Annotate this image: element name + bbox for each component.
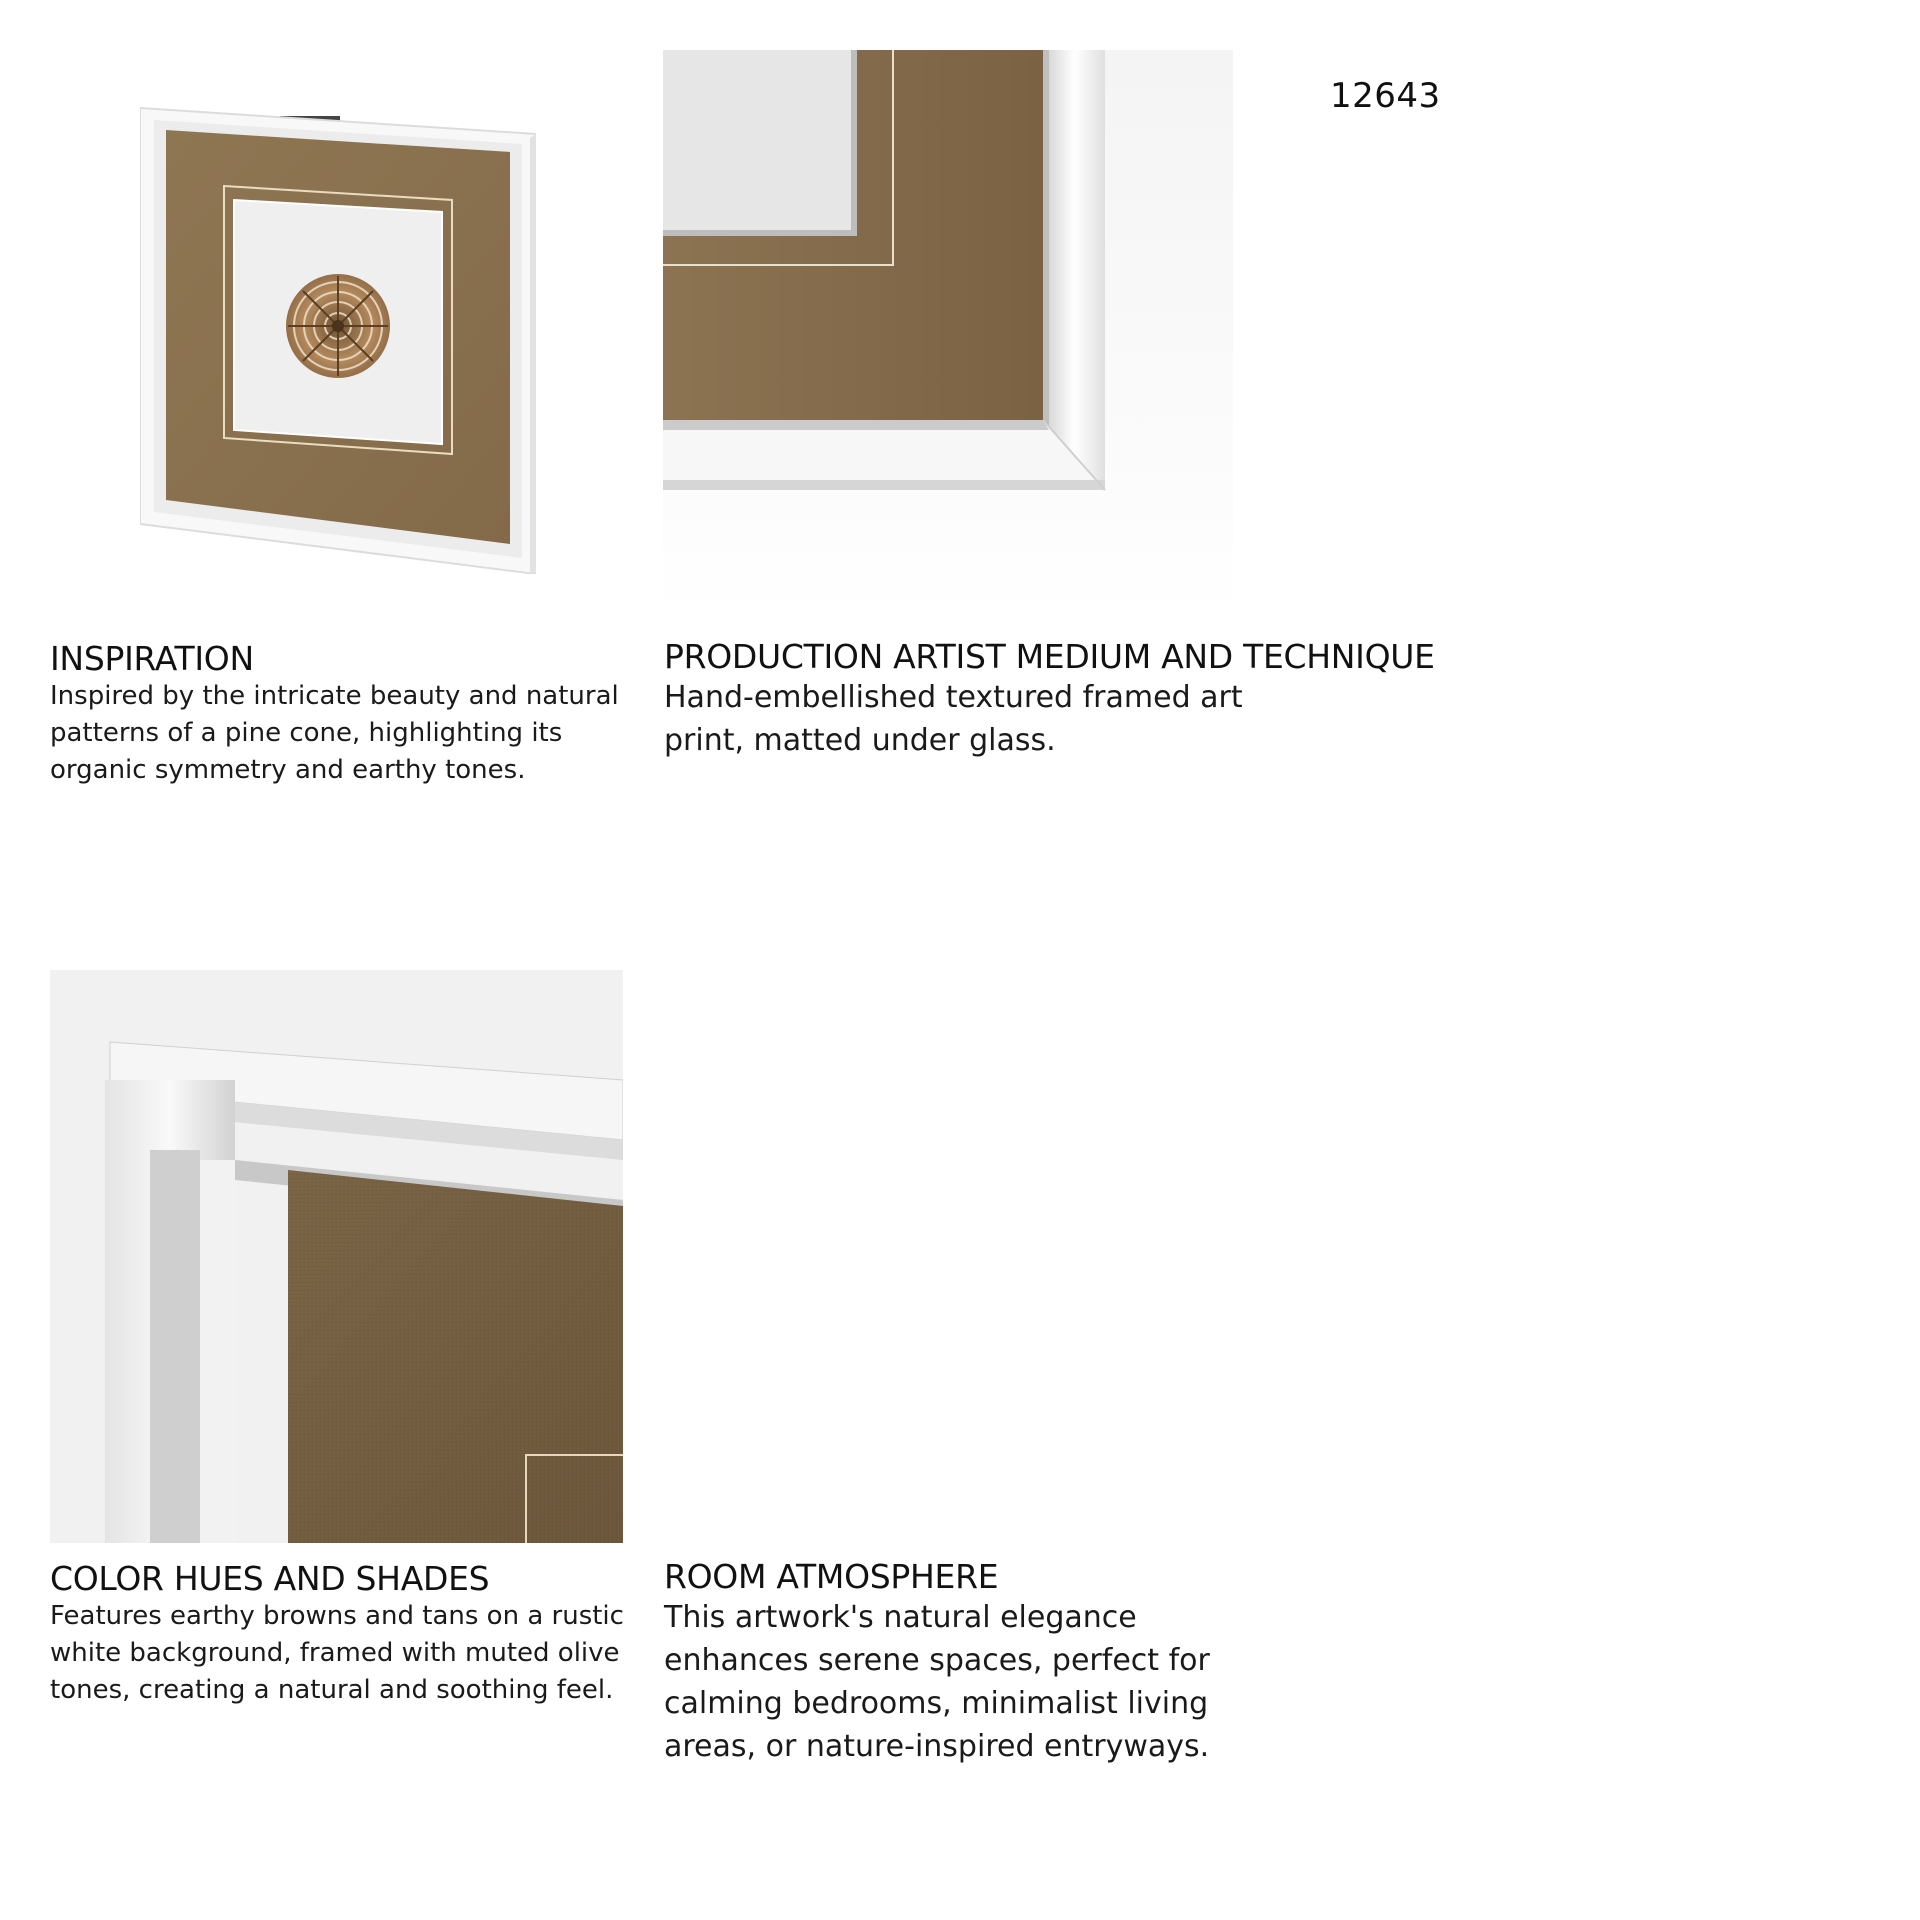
room-text xyxy=(664,1596,1210,1768)
color-text xyxy=(50,1598,624,1709)
inspiration-text xyxy=(50,678,619,789)
color-text-line: white background, framed with muted olive xyxy=(50,1638,620,1668)
frame-profile-photo xyxy=(50,970,623,1543)
room-text-line: areas, or nature-inspired entryways. xyxy=(664,1729,1210,1764)
production-heading: PRODUCTION ARTIST MEDIUM AND TECHNIQUE xyxy=(664,637,1435,676)
room-text-line: enhances serene spaces, perfect for xyxy=(664,1643,1210,1678)
room-text-line: calming bedrooms, minimalist living xyxy=(664,1686,1209,1721)
inspiration-heading: INSPIRATION xyxy=(50,639,254,678)
room-heading: ROOM ATMOSPHERE xyxy=(664,1557,999,1596)
production-text-line: print, matted under glass. xyxy=(664,723,1056,758)
production-text xyxy=(664,676,1243,762)
color-text-line: tones, creating a natural and soothing feel. xyxy=(50,1675,614,1705)
inspiration-text-line: organic symmetry and earthy tones. xyxy=(50,755,526,785)
product-sku: 12643 xyxy=(1330,76,1441,116)
production-text-line: Hand-embellished textured framed art xyxy=(664,680,1243,715)
color-heading: COLOR HUES AND SHADES xyxy=(50,1559,490,1598)
inspiration-text-line: patterns of a pine cone, highlighting its xyxy=(50,718,563,748)
color-text-line: Features earthy browns and tans on a rustic xyxy=(50,1601,624,1631)
frame-corner-closeup-photo xyxy=(663,50,1233,620)
room-text-line: This artwork's natural elegance xyxy=(664,1600,1137,1635)
inspiration-text-line: Inspired by the intricate beauty and natural xyxy=(50,681,619,711)
framed-artwork-photo xyxy=(140,104,536,574)
